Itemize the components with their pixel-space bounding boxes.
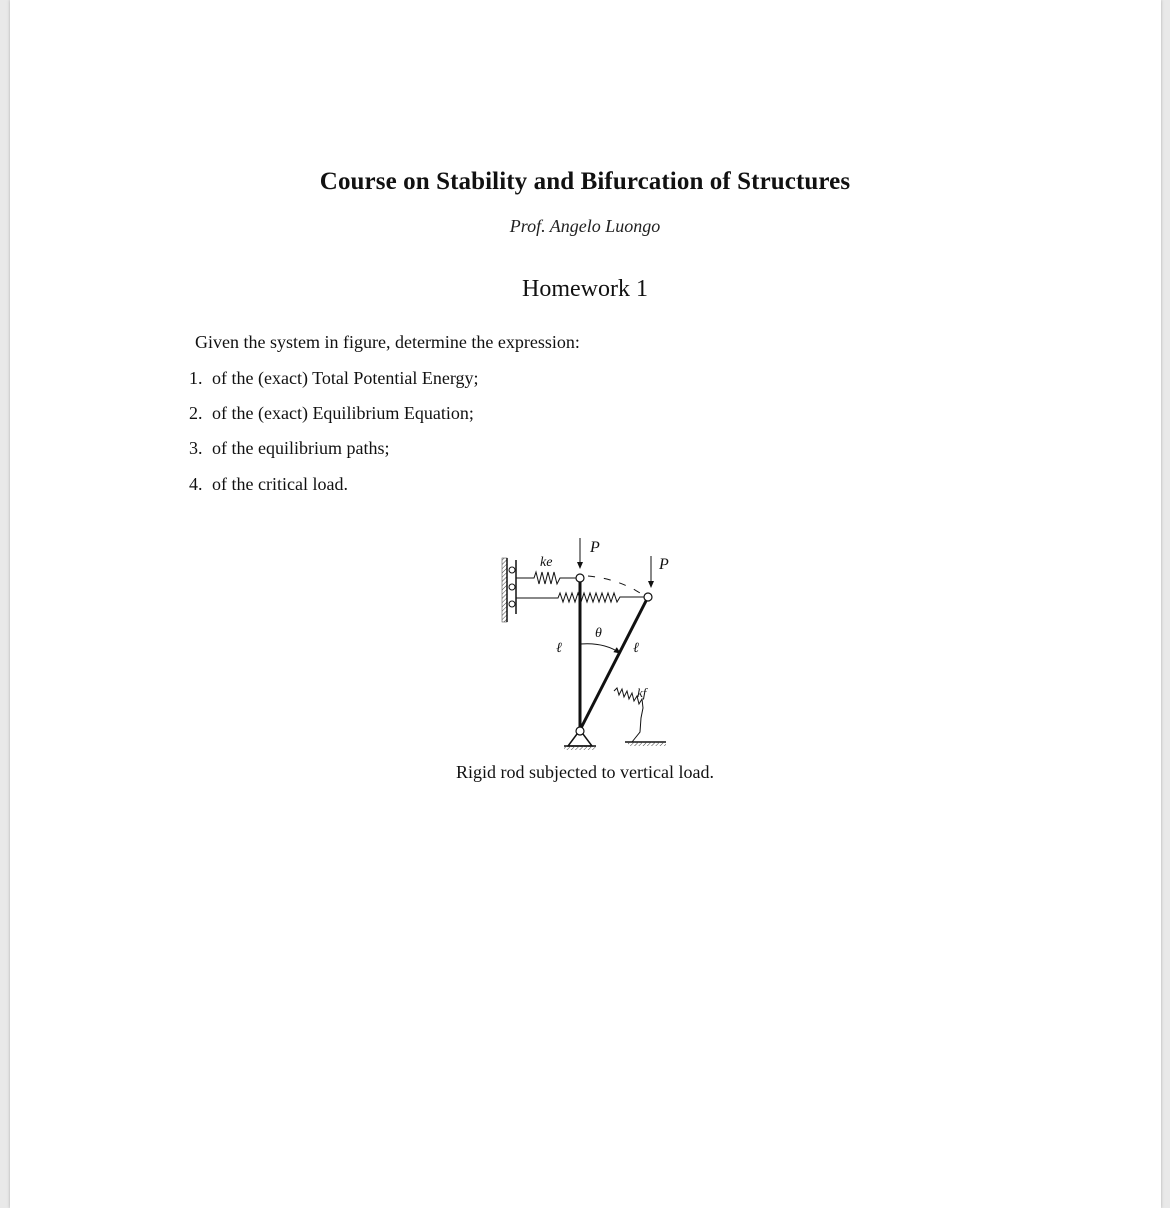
rod-deformed	[580, 597, 648, 730]
list-text: of the equilibrium paths;	[212, 438, 390, 458]
list-item	[189, 403, 474, 424]
list-text: of the (exact) Equilibrium Equation;	[212, 403, 474, 423]
rigid-rod-diagram	[496, 532, 676, 762]
list-number: 2.	[189, 403, 203, 423]
list-item	[189, 438, 389, 459]
hinge-top-upright	[576, 574, 584, 582]
homework-heading: Homework 1	[522, 276, 648, 302]
author-line: Prof. Angelo Luongo	[509, 216, 661, 236]
list-number: 3.	[189, 438, 203, 458]
label-extensional-spring: ke	[540, 555, 553, 570]
list-item	[189, 474, 348, 495]
list-number: 1.	[189, 368, 203, 388]
list-item	[189, 368, 479, 389]
roller-wall	[502, 558, 516, 622]
list-text: of the (exact) Total Potential Energy;	[212, 368, 479, 388]
document-title: Course on Stability and Bifurcation of Structures	[319, 168, 851, 195]
list-text: of the critical load.	[212, 474, 348, 494]
extensional-spring-upright	[516, 572, 576, 584]
label-length-deformed: ℓ	[633, 641, 639, 656]
hinge-top-deformed	[644, 593, 652, 601]
list-number: 4.	[189, 474, 203, 494]
structure-figure	[496, 532, 676, 766]
label-load-upright: P	[590, 539, 600, 556]
figure-caption: Rigid rod subjected to vertical load.	[456, 762, 714, 782]
label-flexural-spring: kf	[637, 685, 647, 700]
intro-paragraph: Given the system in figure, determine the expression:	[195, 332, 580, 352]
label-load-deformed: P	[659, 556, 669, 573]
angle-arc	[580, 644, 620, 653]
label-angle: θ	[595, 626, 602, 641]
label-length-upright: ℓ	[556, 641, 562, 656]
pin-support	[564, 727, 596, 750]
